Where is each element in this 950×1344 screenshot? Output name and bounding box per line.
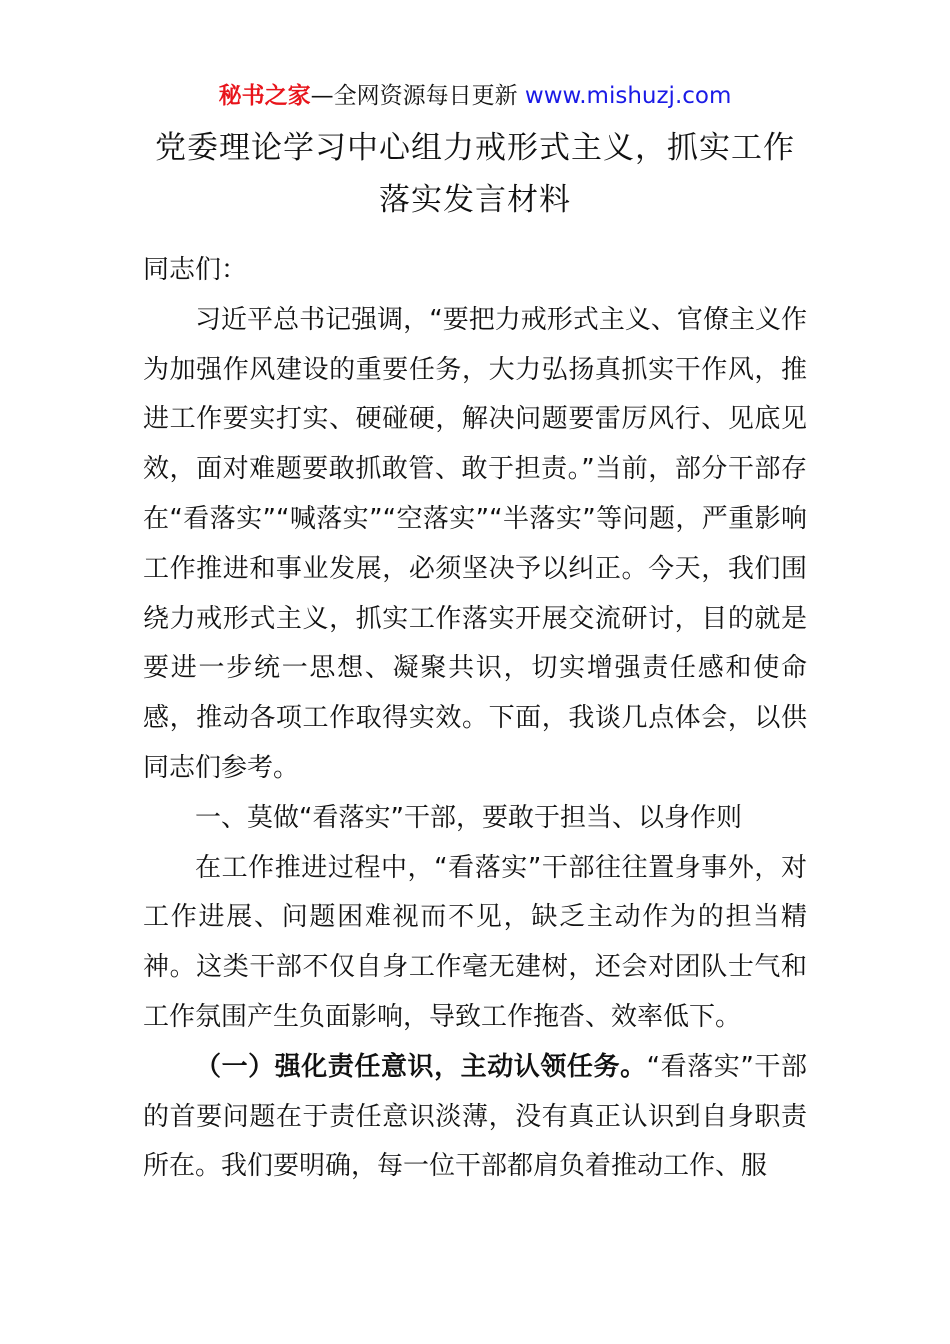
paragraph-subsection-1 [143,1043,807,1192]
document-title [120,122,830,226]
document-body [143,246,807,1192]
title-line-1: 党委理论学习中心组力戒形式主义，抓实工作 [155,130,795,166]
paragraph-intro: 习近平总书记强调，“要把力戒形式主义、官僚主义作为加强作风建设的重要任务，大力弘扬真抓实干作风，推进工作要实打实、硬碰硬，解决问题要雷厉风行、见底见效，面对难题要敢抓敢管、敢于担责。”当前，部分干部存在“看落实”“喊落实”“空落实”“半落实”等问题，严重影响工作推进和事业发展，必须坚决予以纠正。今天，我们围绕力戒形式主义，抓实工作落实开展交流研讨，目的就是要进一步统一思想、凝聚共识，切实增强责任感和使命感，推动各项工作取得实效。下面，我谈几点体会，以供同志们参考。 [143,304,807,783]
site-url-link[interactable]: www.mishuzj.com [524,83,732,109]
title-line-2: 落实发言材料 [379,182,571,218]
paragraph-section-1: 在工作推进过程中，“看落实”干部往往置身事外，对工作进展、问题困难视而不见，缺乏主动作为的担当精神。这类干部不仅自身工作毫无建树，还会对团队士气和工作氛围产生负面影响，导致工作拖沓、效率低下。 [143,852,807,1032]
section-heading-1: 一、莫做“看落实”干部，要敢于担当、以身作则 [195,802,742,833]
site-header [0,80,950,112]
brand-name: 秘书之家 [218,83,311,109]
header-tagline: —全网资源每日更新 [310,83,525,109]
subsection-text-1: “看落实”干部的首要问题在于责任意识淡薄，没有真正认识到自身职责所在。我们要明确，每一位干部都肩负着推动工作、服 [143,1051,807,1182]
subsection-heading-1: （一）强化责任意识，主动认领任务。 [195,1051,647,1082]
salutation: 同志们： [143,255,248,285]
